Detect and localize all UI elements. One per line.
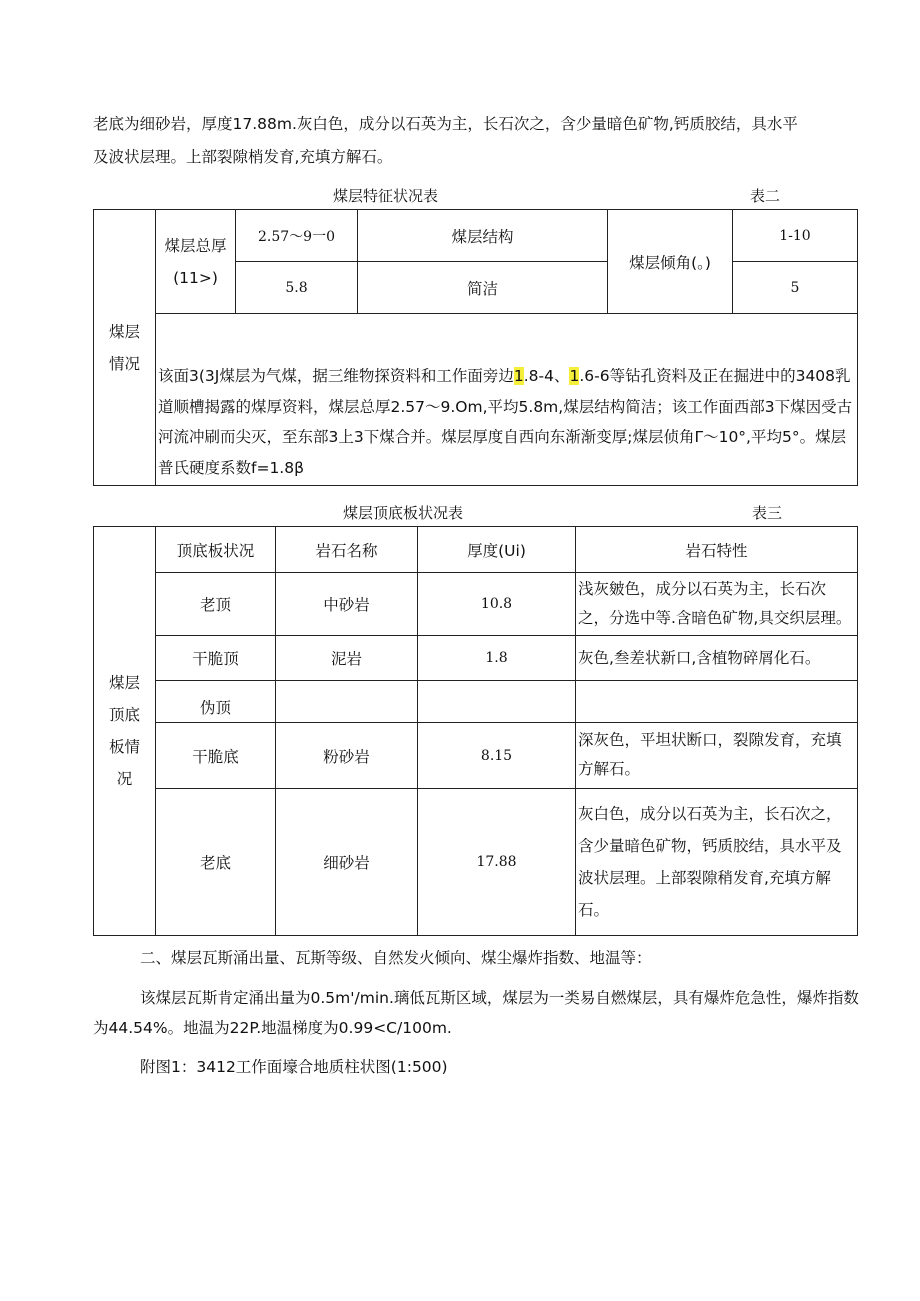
table-row: 干脆顶 泥岩 1.8 灰色,叁差状新口,含植物碎屑化石。 [94, 636, 858, 681]
coal-seam-description: 该面3(3J煤层为气煤，据三维物探资料和工作面旁边1.8-4、1.6-6等钻孔资料及正在掘进中的3408乳道顺槽揭露的煤厚资料，煤层总厚2.57～9.Om,平均5.8m,煤层结构简洁；该工作面西部3下煤因受古河流冲刷而尖灭，至东部3上3下煤合并。煤层厚度自西向东渐渐变厚;煤层侦角Γ～10°,平均5°。煤层普氏硬度系数f=1.8β [156, 314, 858, 486]
header-condition: 顶底板状况 [156, 527, 276, 573]
table2-title: 煤层特征状况表 [333, 187, 439, 205]
figure-caption: 附图1：3412工作面壕合地质柱状图(1:500) [140, 1058, 448, 1076]
section-heading: 二、煤层瓦斯涌出量、瓦斯等级、自然发火倾向、煤尘爆炸指数、地温等： [140, 949, 652, 967]
structure-value: 简洁 [358, 262, 608, 314]
dip-range: 1-10 [733, 210, 858, 262]
highlight-mark: 1 [569, 367, 580, 385]
intro-line-2: 及波状层理。上部裂隙梢发育,充填方解石。 [93, 148, 393, 166]
section-body: 该煤层瓦斯肯定涌出量为0.5m'/min.璃低瓦斯区域，煤层为一类易自燃煤层，具有爆炸危急性，爆炸指数为44.54%。地温为22P.地温梯度为0.99<C/100m. [93, 989, 859, 1037]
structure-label: 煤层结构 [358, 210, 608, 262]
header-thickness: 厚度(Ui) [418, 527, 576, 573]
header-rock-feature: 岩石特性 [576, 527, 858, 573]
intro-line-1: 老底为细砂岩，厚度17.88m.灰白色，成分以石英为主，长石次之，含少量暗色矿物,钙质胶结，具水平 [93, 115, 798, 133]
table3-side-label: 煤层 顶底 板情 况 [94, 527, 156, 936]
table3-title: 煤层顶底板状况表 [343, 504, 464, 522]
dip-average: 5 [733, 262, 858, 314]
thickness-label-cell: 煤层总厚 (11>) [156, 210, 236, 314]
thickness-range: 2.57～9一0 [236, 210, 358, 262]
highlight-mark: 1 [513, 367, 524, 385]
table-row: 老顶 中砂岩 10.8 浅灰皴色，成分以石英为主，长石次之，分选中等.含暗色矿物,具交织层理。 [94, 573, 858, 636]
table2-side-label: 煤层 情况 [94, 210, 156, 486]
header-rock-name: 岩石名称 [276, 527, 418, 573]
table-row: 老底 细砂岩 17.88 灰白色，成分以石英为主，长石次之，含少量暗色矿物，钙质胶结，具水平及波状层理。上部裂隙稍发育,充填方解石。 [94, 789, 858, 936]
table-row: 干脆底 粉砂岩 8.15 深灰色，平坦状断口，裂隙发育，充填方解石。 [94, 723, 858, 789]
roof-floor-table [93, 526, 858, 936]
thickness-average: 5.8 [236, 262, 358, 314]
table2-number: 表二 [750, 187, 781, 205]
table3-number: 表三 [752, 504, 783, 522]
table3-caption-row [93, 502, 859, 526]
table2-caption-row [93, 185, 859, 209]
dip-label: 煤层倾角(。) [608, 210, 733, 314]
coal-seam-table [93, 209, 858, 486]
table-row: 伪顶 [94, 681, 858, 723]
